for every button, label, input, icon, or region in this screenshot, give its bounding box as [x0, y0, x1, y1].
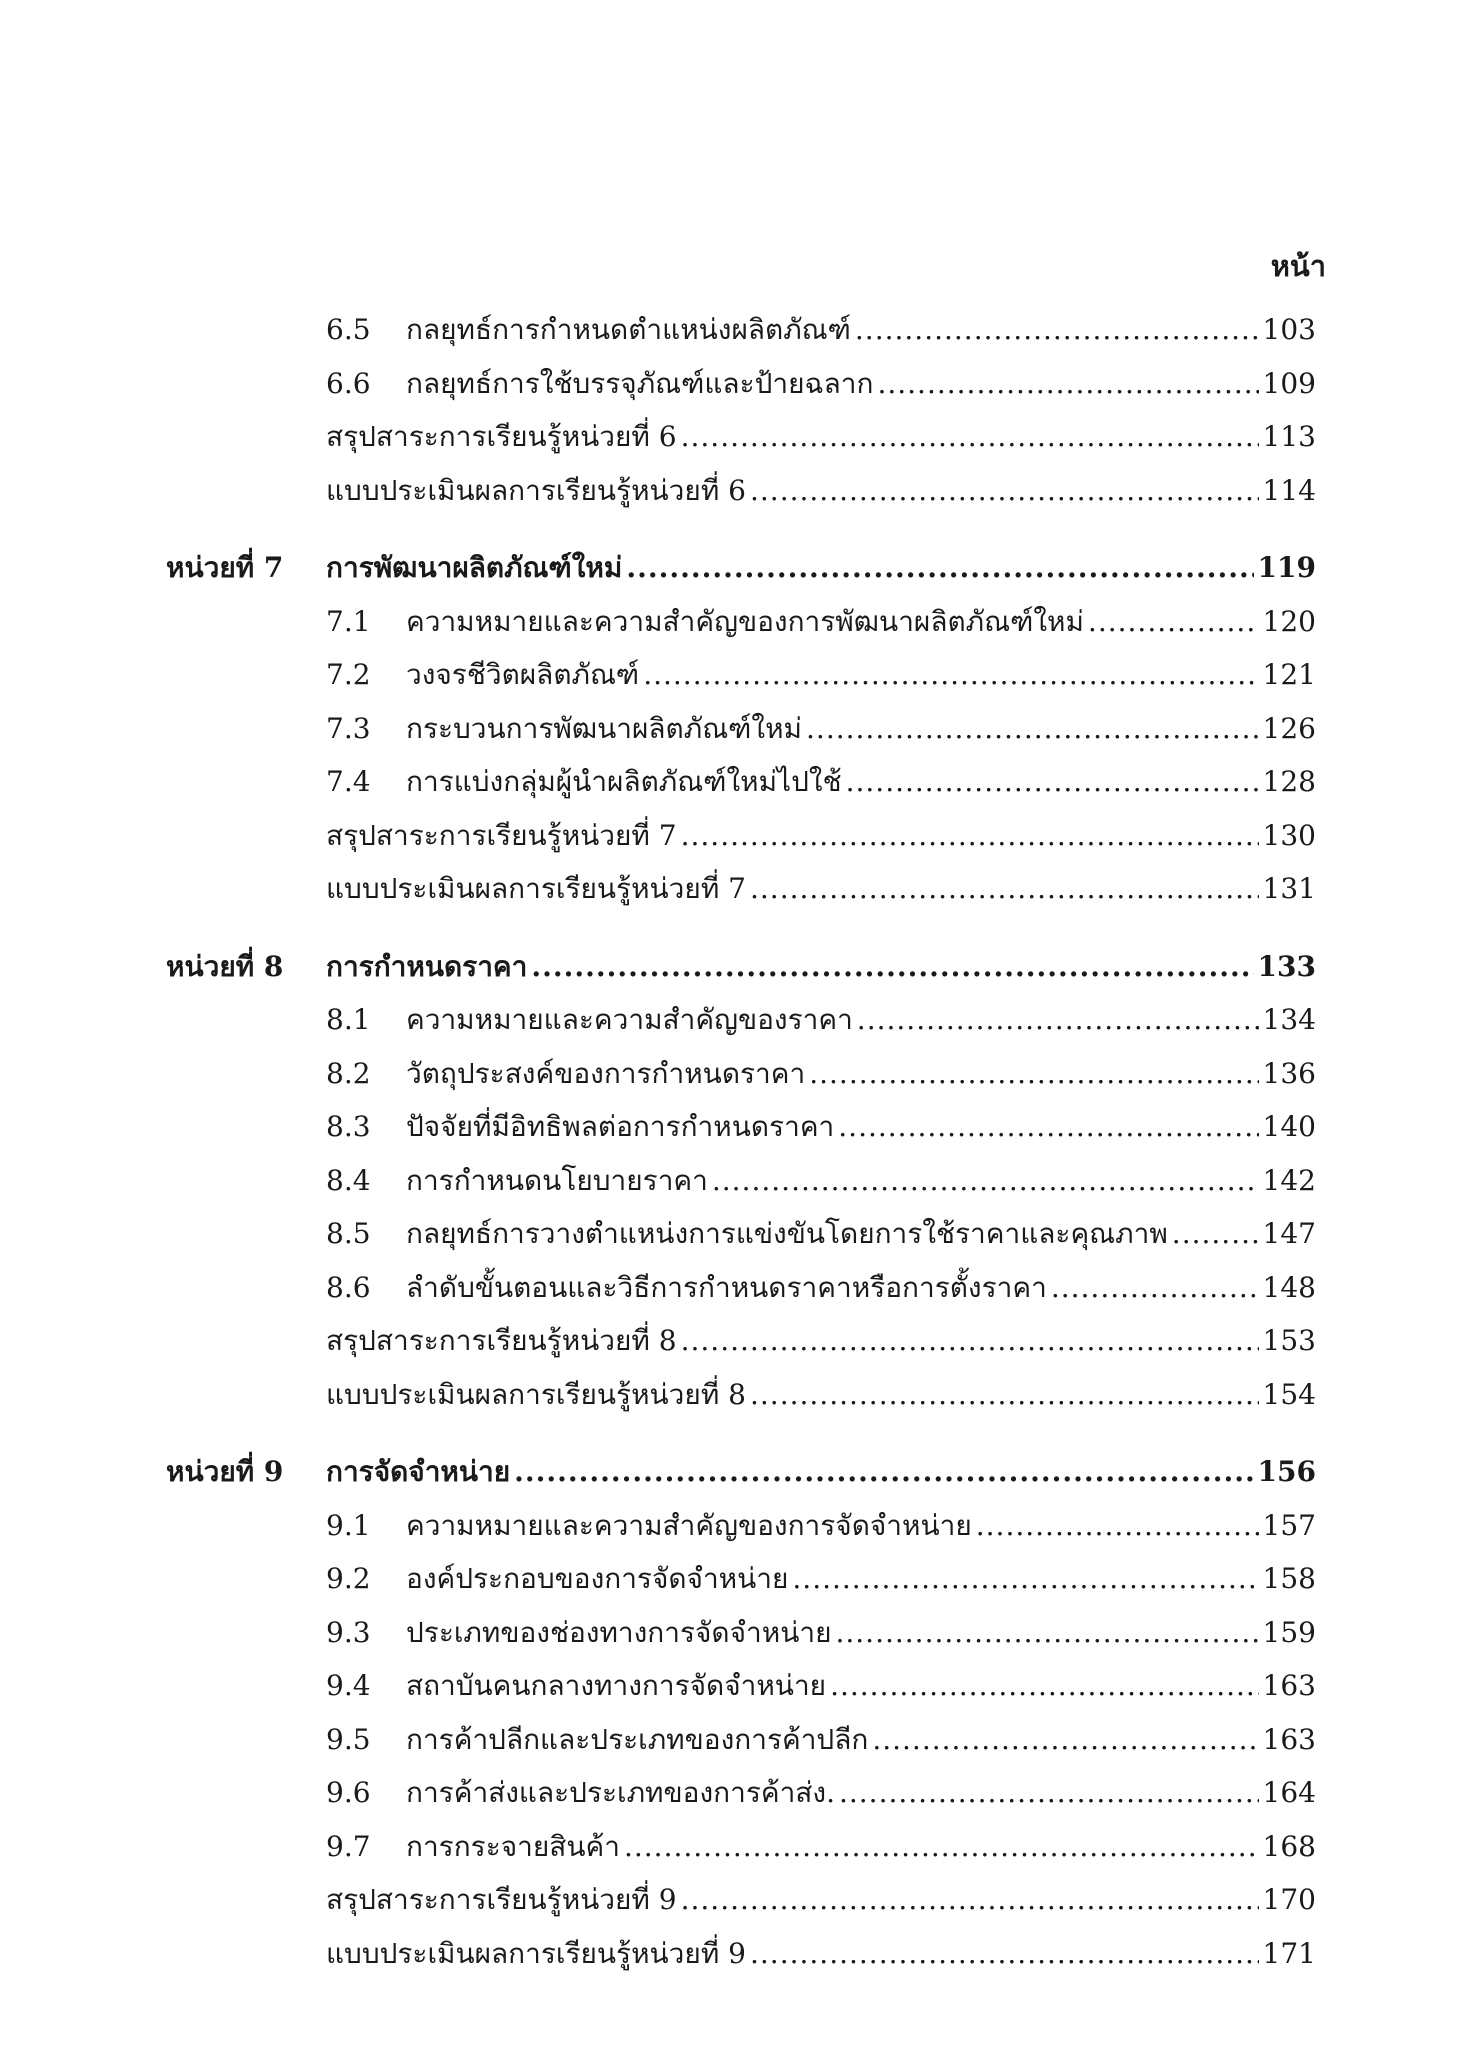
- toc-section-number: 8.5: [326, 1217, 371, 1250]
- toc-section-entry: [326, 709, 1316, 753]
- toc-section-entry: [326, 1161, 1316, 1205]
- toc-section-entry: [326, 1666, 1316, 1710]
- toc-section-number: 8.2: [326, 1056, 371, 1090]
- toc-unit-entry: [326, 947, 1316, 991]
- dot-leader: [1172, 1214, 1259, 1254]
- toc-section-entry: [326, 1613, 1316, 1657]
- toc-section-number: 8.4: [326, 1163, 371, 1197]
- toc-entry-title: แบบประเมินผลการเรียนรู้หน่วยที่ 9: [326, 1936, 746, 1970]
- toc-unit-label: หน่วยที่ 7: [166, 551, 284, 584]
- toc-page-number: 120: [1262, 604, 1316, 638]
- toc-section-number: 9.1: [326, 1508, 371, 1542]
- dot-leader: [681, 417, 1259, 457]
- toc-page-number: 163: [1262, 1722, 1316, 1756]
- toc-summary-entry: [326, 1375, 1316, 1419]
- dot-leader: [835, 1613, 1258, 1653]
- toc-section-number: 7.4: [326, 765, 371, 798]
- toc-page-number: 113: [1262, 420, 1316, 453]
- toc-section-number: 9.2: [326, 1562, 371, 1595]
- dot-leader: [976, 1506, 1259, 1546]
- toc-entry-title: การแบ่งกลุ่มผู้นำผลิตภัณฑ์ใหม่ไปใช้: [406, 765, 842, 798]
- dot-leader: [681, 1321, 1259, 1361]
- toc-entry-title: กระบวนการพัฒนาผลิตภัณฑ์ใหม่: [406, 711, 803, 745]
- toc-page-number: 159: [1262, 1615, 1316, 1649]
- toc-page-number: 126: [1262, 711, 1316, 745]
- toc-page-number: 114: [1262, 473, 1316, 507]
- toc-page-number: 109: [1262, 366, 1316, 400]
- toc-section-entry: [326, 364, 1316, 408]
- toc-entry-title: การค้าส่งและประเภทของการค้าส่ง.: [406, 1776, 835, 1809]
- toc-page-number: 153: [1262, 1324, 1316, 1357]
- toc-page-number: 121: [1262, 658, 1316, 691]
- toc-section-entry: [326, 1827, 1316, 1871]
- toc-summary-entry: [326, 417, 1316, 461]
- toc-section-entry: [326, 655, 1316, 699]
- toc-entry-title: วงจรชีวิตผลิตภัณฑ์: [406, 658, 640, 691]
- toc-section-number: 6.6: [326, 366, 371, 400]
- toc-entry-title: แบบประเมินผลการเรียนรู้หน่วยที่ 6: [326, 473, 746, 507]
- toc-entry-title: สรุปสาระการเรียนรู้หน่วยที่ 9: [326, 1883, 677, 1916]
- toc-entry-title: ความหมายและความสำคัญของการพัฒนาผลิตภัณฑ์ใหม่: [406, 604, 1084, 638]
- toc-section-number: 9.5: [326, 1722, 371, 1756]
- toc-page-number: 148: [1262, 1270, 1316, 1304]
- toc-entry-title: แบบประเมินผลการเรียนรู้หน่วยที่ 7: [326, 872, 746, 905]
- toc-entry-title: องค์ประกอบของการจัดจำหน่าย: [406, 1562, 789, 1595]
- toc-entry-title: แบบประเมินผลการเรียนรู้หน่วยที่ 8: [326, 1377, 746, 1411]
- toc-section-entry: [326, 1107, 1316, 1151]
- toc-section-entry: [326, 1506, 1316, 1550]
- toc-entry-title: ความหมายและความสำคัญของราคา: [406, 1003, 853, 1036]
- toc-unit-label: หน่วยที่ 9: [166, 1455, 284, 1488]
- toc-page-number: 128: [1262, 765, 1316, 798]
- toc-section-number: 7.1: [326, 604, 371, 638]
- dot-leader: [750, 471, 1259, 511]
- toc-entry-title: สถาบันคนกลางทางการจัดจำหน่าย: [406, 1669, 827, 1702]
- toc-summary-entry: [326, 1934, 1316, 1978]
- toc-summary-entry: [326, 1321, 1316, 1365]
- dot-leader: [681, 816, 1259, 856]
- dot-leader: [855, 310, 1259, 350]
- toc-section-number: 8.3: [326, 1110, 371, 1143]
- toc-page-number: 157: [1262, 1508, 1316, 1542]
- toc-section-entry: [326, 1000, 1316, 1044]
- toc-section-number: 6.5: [326, 313, 371, 346]
- toc-page-number: 154: [1262, 1377, 1316, 1411]
- toc-page-number: 131: [1262, 872, 1316, 905]
- toc-unit-entry: [326, 548, 1316, 592]
- dot-leader: [750, 869, 1259, 909]
- toc-section-number: 9.3: [326, 1615, 371, 1649]
- dot-leader: [857, 1000, 1259, 1040]
- toc-entry-title: การค้าปลีกและประเภทของการค้าปลีก: [406, 1722, 869, 1756]
- dot-leader: [712, 1161, 1259, 1201]
- dot-leader: [792, 1559, 1258, 1599]
- toc-section-entry: [326, 762, 1316, 806]
- toc-section-number: 9.4: [326, 1669, 371, 1702]
- dot-leader: [830, 1666, 1258, 1706]
- dot-leader: [1051, 1268, 1259, 1308]
- toc-page-number: 158: [1262, 1562, 1316, 1595]
- toc-entry-title: การพัฒนาผลิตภัณฑ์ใหม่: [326, 551, 623, 584]
- dot-leader: [750, 1934, 1259, 1974]
- toc-summary-entry: [326, 816, 1316, 860]
- toc-section-entry: [326, 1720, 1316, 1764]
- toc-page-number: 164: [1262, 1776, 1316, 1809]
- dot-leader: [1088, 602, 1259, 642]
- toc-section-number: 9.6: [326, 1776, 371, 1809]
- toc-section-entry: [326, 602, 1316, 646]
- toc-entry-title: สรุปสาระการเรียนรู้หน่วยที่ 7: [326, 818, 677, 852]
- toc-section-entry: [326, 310, 1316, 354]
- toc-page-number: 163: [1262, 1669, 1316, 1702]
- toc-entry-title: กลยุทธ์การวางตำแหน่งการแข่งขันโดยการใช้ราคาและคุณภาพ: [406, 1217, 1168, 1250]
- toc-summary-entry: [326, 869, 1316, 913]
- toc-page-number: 142: [1262, 1163, 1316, 1197]
- toc-page-number: 156: [1257, 1455, 1316, 1488]
- toc-page-number: 136: [1262, 1056, 1316, 1090]
- toc-page-number: 171: [1262, 1936, 1316, 1970]
- toc-entry-title: กลยุทธ์การใช้บรรจุภัณฑ์และป้ายฉลาก: [406, 366, 874, 400]
- dot-leader: [626, 548, 1253, 588]
- toc-page-number: 133: [1257, 949, 1316, 983]
- toc-page-number: 103: [1262, 313, 1316, 346]
- dot-leader: [624, 1827, 1259, 1867]
- dot-leader: [877, 364, 1258, 404]
- toc-page-number: 147: [1262, 1217, 1316, 1250]
- toc-page-number: 134: [1262, 1003, 1316, 1036]
- toc-section-entry: [326, 1268, 1316, 1312]
- toc-section-entry: [326, 1559, 1316, 1603]
- toc-entry-title: กลยุทธ์การกำหนดตำแหน่งผลิตภัณฑ์: [406, 313, 851, 346]
- dot-leader: [809, 1054, 1258, 1094]
- dot-leader: [514, 1452, 1253, 1492]
- dot-leader: [643, 655, 1258, 695]
- dot-leader: [838, 1107, 1258, 1147]
- toc-page-number: 168: [1262, 1829, 1316, 1863]
- toc-section-number: 8.6: [326, 1270, 371, 1304]
- toc-section-number: 7.2: [326, 658, 371, 691]
- toc-entry-title: สรุปสาระการเรียนรู้หน่วยที่ 8: [326, 1324, 677, 1357]
- toc-unit-label: หน่วยที่ 8: [166, 949, 284, 983]
- toc-entry-title: สรุปสาระการเรียนรู้หน่วยที่ 6: [326, 420, 677, 453]
- dot-leader: [806, 709, 1259, 749]
- toc-entry-title: การจัดจำหน่าย: [326, 1455, 511, 1488]
- page-column-header: หน้า: [1270, 249, 1326, 283]
- toc-section-entry: [326, 1054, 1316, 1098]
- toc-section-entry: [326, 1214, 1316, 1258]
- toc-unit-entry: [326, 1452, 1316, 1496]
- toc-section-entry: [326, 1773, 1316, 1817]
- toc-entry-title: วัตถุประสงค์ของการกำหนดราคา: [406, 1056, 806, 1090]
- toc-section-number: 9.7: [326, 1829, 371, 1863]
- dot-leader: [750, 1375, 1259, 1415]
- toc-entry-title: ปัจจัยที่มีอิทธิพลต่อการกำหนดราคา: [406, 1110, 835, 1143]
- toc-section-number: 7.3: [326, 711, 371, 745]
- dot-leader: [872, 1720, 1258, 1760]
- toc-entry-title: การกำหนดนโยบายราคา: [406, 1163, 708, 1197]
- dot-leader: [531, 947, 1253, 987]
- toc-page-number: 170: [1262, 1883, 1316, 1916]
- toc-page-number: 119: [1257, 551, 1316, 584]
- toc-summary-entry: [326, 1880, 1316, 1924]
- toc-entry-title: ประเภทของช่องทางการจัดจำหน่าย: [406, 1615, 832, 1649]
- toc-section-number: 8.1: [326, 1003, 371, 1036]
- toc-entry-title: ความหมายและความสำคัญของการจัดจำหน่าย: [406, 1508, 972, 1542]
- toc-page-number: 130: [1262, 818, 1316, 852]
- dot-leader: [846, 762, 1259, 802]
- toc-entry-title: การกำหนดราคา: [326, 949, 528, 983]
- toc-summary-entry: [326, 471, 1316, 515]
- dot-leader: [681, 1880, 1259, 1920]
- toc-entry-title: การกระจายสินค้า: [406, 1829, 620, 1863]
- toc-page-number: 140: [1262, 1110, 1316, 1143]
- toc-entry-title: ลำดับขั้นตอนและวิธีการกำหนดราคาหรือการตั้งราคา: [406, 1270, 1047, 1304]
- dot-leader: [839, 1773, 1259, 1813]
